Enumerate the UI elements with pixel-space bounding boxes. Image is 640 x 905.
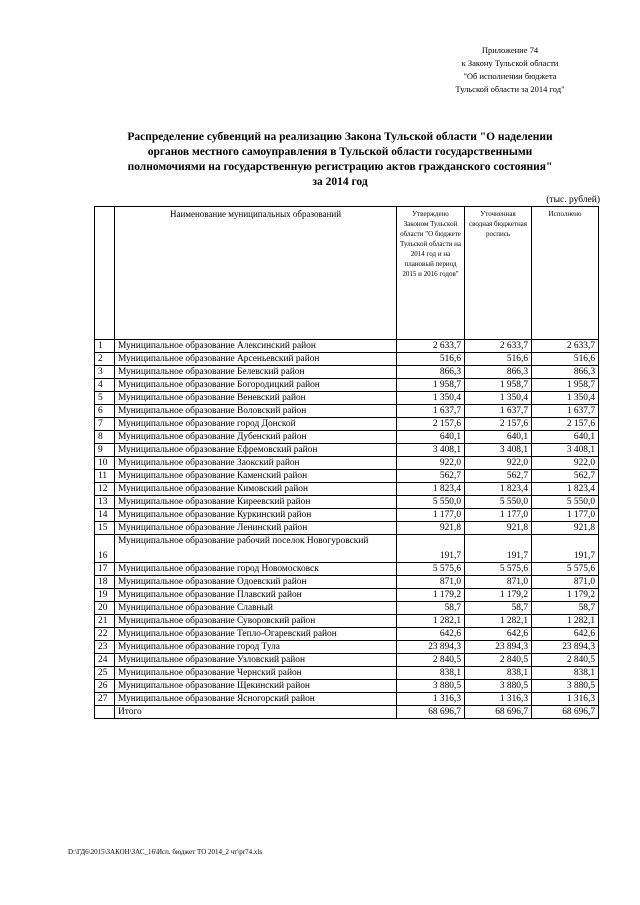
row-executed: 921,8 [532,522,599,535]
row-number: 14 [95,509,115,522]
units-label: (тыс. рублей) [546,195,600,205]
row-approved: 1 637,7 [397,405,465,418]
row-revised: 2 157,6 [465,418,532,431]
row-revised: 1 177,0 [465,509,532,522]
row-number: 15 [95,522,115,535]
row-approved: 516,6 [397,353,465,366]
row-name: Муниципальное образование город Тула [115,641,397,654]
row-name: Муниципальное образование Суворовский район [115,615,397,628]
row-approved: 2 633,7 [397,340,465,353]
row-number: 10 [95,457,115,470]
row-executed: 2 157,6 [532,418,599,431]
row-number: 3 [95,366,115,379]
row-name: Муниципальное образование Белевский район [115,366,397,379]
table-row [95,340,599,353]
row-revised: 1 282,1 [465,615,532,628]
row-number: 22 [95,628,115,641]
row-executed: 1 350,4 [532,392,599,405]
row-name: Муниципальное образование Одоевский район [115,576,397,589]
table-row [95,522,599,535]
row-revised: 1 179,2 [465,589,532,602]
row-revised: 866,3 [465,366,532,379]
row-number: 25 [95,667,115,680]
row-revised: 871,0 [465,576,532,589]
row-revised: 1 350,4 [465,392,532,405]
total-approved: 68 696,7 [397,706,465,719]
row-executed: 5 550,0 [532,496,599,509]
header-name: Наименование муниципальных образований [115,207,397,340]
row-number: 11 [95,470,115,483]
row-revised: 1 958,7 [465,379,532,392]
row-approved: 1 316,3 [397,693,465,706]
table-row [95,353,599,366]
row-revised: 921,8 [465,522,532,535]
table-row [95,366,599,379]
row-executed: 23 894,3 [532,641,599,654]
table-row [95,667,599,680]
row-executed: 1 823,4 [532,483,599,496]
row-approved: 866,3 [397,366,465,379]
row-number: 21 [95,615,115,628]
row-number: 5 [95,392,115,405]
row-approved: 191,7 [397,535,465,563]
row-executed: 516,6 [532,353,599,366]
row-approved: 1 350,4 [397,392,465,405]
row-name: Муниципальное образование Ленинский район [115,522,397,535]
row-name: Муниципальное образование город Донской [115,418,397,431]
row-number: 26 [95,680,115,693]
row-executed: 2 633,7 [532,340,599,353]
title-line-4: за 2014 год [312,176,368,188]
table-body [95,340,599,706]
row-revised: 2 840,5 [465,654,532,667]
row-approved: 922,0 [397,457,465,470]
row-approved: 642,6 [397,628,465,641]
row-approved: 921,8 [397,522,465,535]
table-row [95,509,599,522]
table-row [95,680,599,693]
row-name: Муниципальное образование Арсеньевский район [115,353,397,366]
row-revised: 640,1 [465,431,532,444]
row-revised: 838,1 [465,667,532,680]
row-name: Муниципальное образование Дубенский район [115,431,397,444]
row-approved: 640,1 [397,431,465,444]
row-approved: 1 958,7 [397,379,465,392]
table-row [95,641,599,654]
table-row [95,628,599,641]
title-line-2: органов местного самоуправления в Тульской области государственными [147,146,533,158]
row-name: Муниципальное образование Киреевский район [115,496,397,509]
row-executed: 838,1 [532,667,599,680]
row-executed: 1 316,3 [532,693,599,706]
row-revised: 23 894,3 [465,641,532,654]
row-revised: 1 823,4 [465,483,532,496]
header-executed: Исполнено [532,207,599,340]
row-number: 17 [95,563,115,576]
table-row [95,654,599,667]
row-approved: 23 894,3 [397,641,465,654]
row-revised: 2 633,7 [465,340,532,353]
row-name: Муниципальное образование Славный [115,602,397,615]
row-executed: 2 840,5 [532,654,599,667]
row-approved: 5 550,0 [397,496,465,509]
row-name: Муниципальное образование Каменский район [115,470,397,483]
row-approved: 1 179,2 [397,589,465,602]
row-approved: 838,1 [397,667,465,680]
row-number: 23 [95,641,115,654]
table-row [95,405,599,418]
table-row [95,615,599,628]
table-row [95,576,599,589]
appendix-note [420,44,600,96]
row-revised: 516,6 [465,353,532,366]
document-title [90,130,590,190]
row-revised: 642,6 [465,628,532,641]
table-row [95,589,599,602]
total-executed: 68 696,7 [532,706,599,719]
table-row [95,602,599,615]
appendix-line-1: Приложение 74 [481,45,539,55]
row-executed: 191,7 [532,535,599,563]
row-executed: 642,6 [532,628,599,641]
row-executed: 562,7 [532,470,599,483]
row-approved: 58,7 [397,602,465,615]
row-approved: 3 880,5 [397,680,465,693]
row-executed: 1 282,1 [532,615,599,628]
row-approved: 2 840,5 [397,654,465,667]
row-approved: 3 408,1 [397,444,465,457]
row-name: Муниципальное образование Алексинский район [115,340,397,353]
table-row [95,379,599,392]
row-revised: 1 316,3 [465,693,532,706]
row-name: Муниципальное образование город Новомосковск [115,563,397,576]
row-executed: 1 958,7 [532,379,599,392]
appendix-line-3: "Об исполнении бюджета [463,71,557,81]
row-number: 2 [95,353,115,366]
row-name: Муниципальное образование Кимовский район [115,483,397,496]
row-revised: 5 575,6 [465,563,532,576]
row-name: Муниципальное образование рабочий поселок Новогуровский [115,535,397,563]
row-name: Муниципальное образование Заокский район [115,457,397,470]
row-number: 6 [95,405,115,418]
row-revised: 3 408,1 [465,444,532,457]
row-number: 13 [95,496,115,509]
row-name: Муниципальное образование Чернский район [115,667,397,680]
header-approved: Утверждено Законом Тульской области "О бюджете Тульской области на 2014 год и на плановый период 2015 и 2016 годов" [397,207,465,340]
row-number: 27 [95,693,115,706]
header-revised: Уточненная сводная бюджетная роспись [465,207,532,340]
row-approved: 2 157,6 [397,418,465,431]
table-row [95,392,599,405]
row-number: 24 [95,654,115,667]
title-line-1: Распределение субвенций на реализацию Закона Тульской области "О наделении [127,131,553,143]
row-approved: 1 177,0 [397,509,465,522]
row-name: Муниципальное образование Воловский район [115,405,397,418]
subsidy-table [94,206,599,719]
row-executed: 3 408,1 [532,444,599,457]
table-row [95,563,599,576]
row-revised: 1 637,7 [465,405,532,418]
row-number: 8 [95,431,115,444]
row-name: Муниципальное образование Щекинский район [115,680,397,693]
appendix-line-4: Тульской области за 2014 год" [455,84,565,94]
row-executed: 871,0 [532,576,599,589]
row-name: Муниципальное образование Ефремовский район [115,444,397,457]
total-revised: 68 696,7 [465,706,532,719]
table-row [95,483,599,496]
row-name: Муниципальное образование Богородицкий район [115,379,397,392]
table-row [95,418,599,431]
total-number [95,706,115,719]
row-number: 18 [95,576,115,589]
row-executed: 5 575,6 [532,563,599,576]
row-executed: 1 179,2 [532,589,599,602]
row-revised: 3 880,5 [465,680,532,693]
row-revised: 562,7 [465,470,532,483]
row-executed: 866,3 [532,366,599,379]
table-row [95,535,599,563]
row-revised: 58,7 [465,602,532,615]
row-number: 16 [95,535,115,563]
row-name: Муниципальное образование Плавский район [115,589,397,602]
header-number [95,207,115,340]
appendix-line-2: к Закону Тульской области [461,58,559,68]
row-approved: 1 823,4 [397,483,465,496]
table-row [95,457,599,470]
row-approved: 1 282,1 [397,615,465,628]
row-name: Муниципальное образование Тепло-Огаревский район [115,628,397,641]
title-line-3: полномочиями на государственную регистрацию актов гражданского состояния" [127,161,553,173]
row-approved: 871,0 [397,576,465,589]
table-row [95,496,599,509]
row-name: Муниципальное образование Ясногорский район [115,693,397,706]
row-approved: 562,7 [397,470,465,483]
row-executed: 1 637,7 [532,405,599,418]
row-number: 19 [95,589,115,602]
row-executed: 3 880,5 [532,680,599,693]
row-executed: 58,7 [532,602,599,615]
row-number: 9 [95,444,115,457]
row-revised: 191,7 [465,535,532,563]
total-row [95,706,599,719]
table-row [95,470,599,483]
row-revised: 922,0 [465,457,532,470]
row-revised: 5 550,0 [465,496,532,509]
table-row [95,693,599,706]
row-executed: 922,0 [532,457,599,470]
file-path: D:\ГД6\2015\ЗАКОН\ЗАС_16\Исп. бюджет ТО 2014_2 чт\pr74.xls [68,848,263,856]
row-name: Муниципальное образование Узловский район [115,654,397,667]
row-number: 12 [95,483,115,496]
row-approved: 5 575,6 [397,563,465,576]
row-number: 7 [95,418,115,431]
row-name: Муниципальное образование Куркинский район [115,509,397,522]
table-row [95,431,599,444]
row-executed: 1 177,0 [532,509,599,522]
total-label: Итого [115,706,397,719]
table-header-row [95,207,599,340]
table-row [95,444,599,457]
row-executed: 640,1 [532,431,599,444]
row-number: 4 [95,379,115,392]
row-name: Муниципальное образование Веневский район [115,392,397,405]
row-number: 20 [95,602,115,615]
row-number: 1 [95,340,115,353]
